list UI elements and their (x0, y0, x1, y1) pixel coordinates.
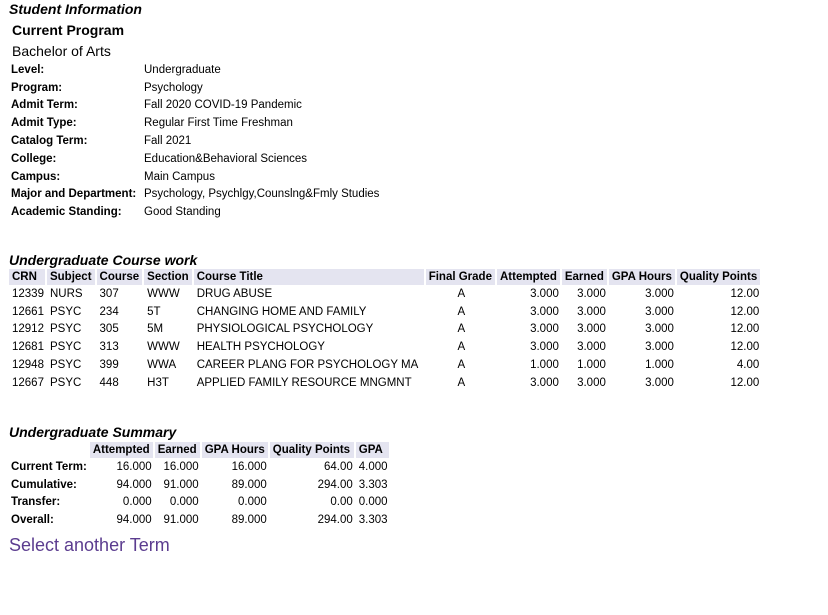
course-cell: 12.00 (730, 287, 760, 300)
summary-cell: 0.000 (237, 496, 267, 509)
summary-cell: 3.303 (358, 514, 388, 527)
summary-header-cell: GPA (356, 442, 391, 458)
course-cell: 3.000 (577, 341, 606, 354)
coursework-table (9, 269, 762, 392)
summary-cell: 91.000 (163, 478, 199, 491)
info-value: Education&Behavioral Sciences (144, 152, 308, 165)
coursework-header-cell: Final Grade (426, 269, 497, 285)
course-cell: 3.000 (530, 376, 559, 389)
coursework-title: Undergraduate Course work (9, 252, 198, 268)
course-cell: 4.00 (736, 359, 760, 372)
course-cell: 305 (99, 323, 119, 336)
info-row (11, 114, 379, 132)
course-cell: 3.000 (645, 305, 674, 318)
summary-cell: 16.000 (231, 460, 267, 473)
course-cell: 3.000 (577, 323, 606, 336)
info-label: Level: (11, 63, 45, 76)
info-label: Admit Type: (11, 117, 77, 130)
summary-cell: 4.000 (358, 460, 388, 473)
student-information-title: Student Information (9, 1, 142, 17)
course-cell: CAREER PLANG FOR PSYCHOLOGY MA (196, 359, 419, 372)
degree-name: Bachelor of Arts (12, 43, 111, 59)
info-row (11, 132, 379, 150)
coursework-header-cell: CRN (9, 269, 47, 285)
course-row (9, 338, 762, 356)
summary-cell: 0.000 (358, 496, 388, 509)
summary-row (9, 458, 391, 476)
info-value: Undergraduate (144, 63, 221, 76)
summary-cell: 0.000 (122, 496, 152, 509)
info-row (11, 79, 379, 97)
course-cell: PSYC (49, 323, 82, 336)
summary-title: Undergraduate Summary (9, 424, 177, 440)
summary-cell: 3.303 (358, 478, 388, 491)
summary-row-label: Current Term: (11, 460, 87, 473)
summary-row (9, 494, 391, 512)
info-value: Regular First Time Freshman (144, 117, 293, 130)
summary-header-row (9, 442, 391, 458)
course-cell: 3.000 (577, 376, 606, 389)
course-cell: 3.000 (530, 341, 559, 354)
course-cell: 12.00 (730, 323, 760, 336)
coursework-header-cell: Quality Points (677, 269, 762, 285)
coursework-header-cell: Earned (562, 269, 609, 285)
info-label: Academic Standing: (11, 206, 122, 219)
summary-cell: 294.00 (317, 478, 353, 491)
summary-header-cell: Attempted (90, 442, 155, 458)
course-cell: WWW (147, 287, 180, 300)
course-cell: PSYC (49, 341, 82, 354)
summary-cell: 91.000 (163, 514, 199, 527)
course-cell: 399 (99, 359, 119, 372)
course-cell: A (457, 305, 466, 318)
course-cell: 12.00 (730, 341, 760, 354)
summary-cell: 89.000 (231, 514, 267, 527)
summary-cell: 0.000 (169, 496, 199, 509)
summary-cell: 64.00 (323, 460, 353, 473)
course-cell: 12681 (12, 341, 44, 354)
course-row (9, 356, 762, 374)
course-cell: 12948 (12, 359, 44, 372)
info-row (11, 186, 379, 204)
coursework-header-cell: GPA Hours (609, 269, 677, 285)
coursework-header-cell: Course (97, 269, 145, 285)
info-label: Catalog Term: (11, 135, 88, 148)
coursework-header-cell: Subject (47, 269, 97, 285)
course-cell: 448 (99, 376, 119, 389)
info-label: Major and Department: (11, 188, 137, 201)
course-cell: H3T (147, 376, 169, 389)
course-cell: 12912 (12, 323, 44, 336)
course-cell: PSYC (49, 376, 82, 389)
course-row (9, 374, 762, 392)
course-cell: 3.000 (530, 323, 559, 336)
summary-row-label: Overall: (11, 514, 54, 527)
course-cell: 1.000 (645, 359, 674, 372)
summary-header-cell: GPA Hours (202, 442, 270, 458)
info-row (11, 97, 379, 115)
current-program-heading: Current Program (12, 22, 125, 38)
summary-cell: 94.000 (116, 514, 152, 527)
info-row (11, 168, 379, 186)
course-cell: 5M (147, 323, 164, 336)
info-value: Main Campus (144, 170, 215, 183)
summary-row (9, 476, 391, 494)
coursework-header-cell: Section (144, 269, 194, 285)
info-row (11, 150, 379, 168)
course-cell: 12.00 (730, 305, 760, 318)
course-cell: A (457, 359, 466, 372)
course-cell: A (457, 341, 466, 354)
course-cell: 12.00 (730, 376, 760, 389)
info-value: Psychology (144, 81, 203, 94)
course-cell: CHANGING HOME AND FAMILY (196, 305, 367, 318)
summary-cell: 94.000 (116, 478, 152, 491)
course-cell: 12667 (12, 376, 44, 389)
course-cell: 313 (99, 341, 119, 354)
summary-table (9, 442, 391, 529)
course-cell: 3.000 (530, 305, 559, 318)
summary-row-label: Cumulative: (11, 478, 77, 491)
course-cell: 12661 (12, 305, 44, 318)
course-cell: 3.000 (645, 287, 674, 300)
course-row (9, 303, 762, 321)
course-cell: 3.000 (530, 287, 559, 300)
info-row (11, 203, 379, 221)
course-cell: 3.000 (645, 323, 674, 336)
course-cell: 1.000 (577, 359, 606, 372)
course-cell: 3.000 (645, 341, 674, 354)
course-cell: A (457, 323, 466, 336)
summary-cell: 16.000 (163, 460, 199, 473)
course-cell: 3.000 (577, 287, 606, 300)
course-cell: A (457, 287, 466, 300)
course-cell: 5T (147, 305, 161, 318)
info-value: Good Standing (144, 206, 221, 219)
info-label: College: (11, 152, 57, 165)
course-cell: A (457, 376, 466, 389)
course-row (9, 321, 762, 339)
coursework-header-row (9, 269, 762, 285)
select-another-term-link[interactable]: Select another Term (9, 535, 170, 555)
summary-header-cell: Earned (155, 442, 202, 458)
course-cell: HEALTH PSYCHOLOGY (196, 341, 325, 354)
course-cell: 307 (99, 287, 119, 300)
info-value: Fall 2021 (144, 135, 192, 148)
course-cell: PHYSIOLOGICAL PSYCHOLOGY (196, 323, 374, 336)
coursework-header-cell: Course Title (194, 269, 426, 285)
course-cell: 12339 (12, 287, 44, 300)
info-label: Campus: (11, 170, 61, 183)
course-cell: WWA (147, 359, 177, 372)
info-label: Program: (11, 81, 63, 94)
summary-row (9, 511, 391, 529)
info-value: Fall 2020 COVID-19 Pandemic (144, 99, 302, 112)
summary-header-cell: Quality Points (270, 442, 356, 458)
course-cell: APPLIED FAMILY RESOURCE MNGMNT (196, 376, 412, 389)
coursework-header-cell: Attempted (497, 269, 562, 285)
info-row (11, 61, 379, 79)
course-cell: PSYC (49, 305, 82, 318)
course-cell: 3.000 (577, 305, 606, 318)
course-cell: 3.000 (645, 376, 674, 389)
course-cell: 234 (99, 305, 119, 318)
student-info-table (11, 61, 379, 221)
summary-cell: 0.00 (330, 496, 353, 509)
summary-cell: 89.000 (231, 478, 267, 491)
summary-cell: 294.00 (317, 514, 353, 527)
summary-cell: 16.000 (116, 460, 152, 473)
course-cell: DRUG ABUSE (196, 287, 273, 300)
summary-corner-cell (9, 442, 90, 458)
course-row (9, 285, 762, 303)
summary-row-label: Transfer: (11, 496, 61, 509)
info-value: Psychology, Psychlgy,Counslng&Fmly Studies (144, 188, 380, 201)
info-label: Admit Term: (11, 99, 78, 112)
course-cell: 1.000 (530, 359, 559, 372)
course-cell: NURS (49, 287, 83, 300)
course-cell: PSYC (49, 359, 82, 372)
course-cell: WWW (147, 341, 180, 354)
